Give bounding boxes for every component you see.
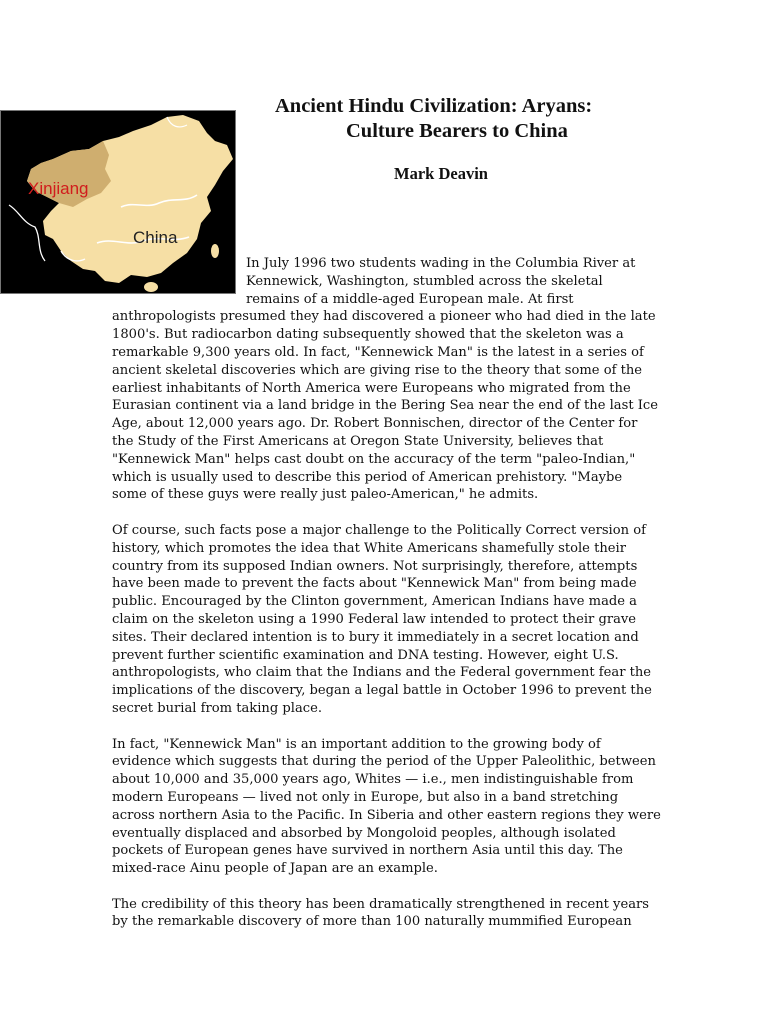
paragraph-line: have been made to prevent the facts about "Kennewick Man" from being made: [112, 576, 637, 592]
paragraph-line: Kennewick, Washington, stumbled across the skeletal: [246, 273, 603, 289]
paragraph-line: remarkable 9,300 years old. In fact, "Kennewick Man" is the latest in a series of: [112, 344, 644, 360]
paragraph-line: The credibility of this theory has been dramatically strengthened in recent years: [112, 896, 649, 912]
map-label-china: China: [133, 228, 178, 247]
paragraph-line: pockets of European genes have survived in northern Asia until this day. The: [112, 843, 623, 859]
paragraph-line: country from its supposed Indian owners. Not surprisingly, therefore, attempts: [112, 558, 638, 574]
paragraph-line: the Study of the First Americans at Oregon State University, believes that: [112, 433, 604, 449]
paragraph-line: earliest inhabitants of North America were Europeans who migrated from the: [112, 380, 631, 396]
article-title-line-2: Culture Bearers to China: [346, 120, 568, 142]
paragraph-line: prevent further scientific examination and DNA testing. However, eight U.S.: [112, 647, 619, 663]
paragraph-line: Of course, such facts pose a major challenge to the Politically Correct version of: [112, 522, 646, 538]
paragraph-2: [112, 522, 657, 718]
paragraph-line: secret burial from taking place.: [112, 700, 323, 716]
paragraph-line: remains of a middle-aged European male. At first: [246, 291, 574, 307]
article-author: Mark Deavin: [394, 164, 488, 183]
paragraph-line: "Kennewick Man" helps cast doubt on the accuracy of the term "paleo-Indian,": [112, 451, 636, 467]
paragraph-line: In July 1996 two students wading in the Columbia River at: [246, 256, 636, 271]
paragraph-line: which is usually used to describe this period of American prehistory. "Maybe: [112, 469, 623, 485]
paragraph-3: [112, 736, 661, 878]
paragraph-line: Eurasian continent via a land bridge in the Bering Sea near the end of the last Ice: [112, 398, 658, 414]
map-label-xinjiang: Xinjiang: [28, 179, 89, 198]
paragraph-line: about 10,000 and 35,000 years ago, Whites — i.e., men indistinguishable from: [112, 772, 634, 788]
paragraph-line: sites. Their declared intention is to bury it immediately in a secret location and: [112, 629, 639, 645]
paragraph-4: [112, 896, 657, 932]
paragraph-line: claim on the skeleton using a 1990 Federal law intended to protect their grave: [112, 611, 637, 627]
article-title-line-1: Ancient Hindu Civilization: Aryans:: [275, 95, 593, 117]
article-title: [262, 94, 652, 144]
paragraph-line: anthropologists presumed they had discovered a pioneer who had died in the late: [112, 309, 656, 325]
paragraph-line: implications of the discovery, began a legal battle in October 1996 to prevent the: [112, 683, 652, 699]
paragraph-1: [112, 255, 657, 504]
paragraph-line: by the remarkable discovery of more than 100 naturally mummified European: [112, 914, 632, 930]
paragraph-line: history, which promotes the idea that White Americans shamefully stole their: [112, 540, 626, 556]
paragraph-line: public. Encouraged by the Clinton government, American Indians have made a: [112, 594, 637, 610]
paragraph-line: evidence which suggests that during the period of the Upper Paleolithic, between: [112, 754, 656, 770]
paragraph-line: anthropologists, who claim that the Indians and the Federal government fear the: [112, 665, 652, 681]
paragraph-line: ancient skeletal discoveries which are giving rise to the theory that some of the: [112, 362, 643, 378]
paragraph-line: across northern Asia to the Pacific. In Siberia and other eastern regions they were: [112, 807, 661, 823]
article-body: [112, 255, 661, 949]
paragraph-line: modern Europeans — lived not only in Europe, but also in a band stretching: [112, 789, 619, 805]
paragraph-line: In fact, "Kennewick Man" is an important addition to the growing body of: [112, 736, 601, 752]
paragraph-line: eventually displaced and absorbed by Mongoloid peoples, although isolated: [112, 825, 616, 841]
paragraph-line: some of these guys were really just paleo-American," he admits.: [112, 487, 539, 503]
paragraph-line: 1800's. But radiocarbon dating subsequently showed that the skeleton was a: [112, 327, 624, 343]
paragraph-line: Age, about 12,000 years ago. Dr. Robert Bonnischen, director of the Center for: [112, 416, 638, 432]
paragraph-line: mixed-race Ainu people of Japan are an example.: [112, 861, 438, 877]
